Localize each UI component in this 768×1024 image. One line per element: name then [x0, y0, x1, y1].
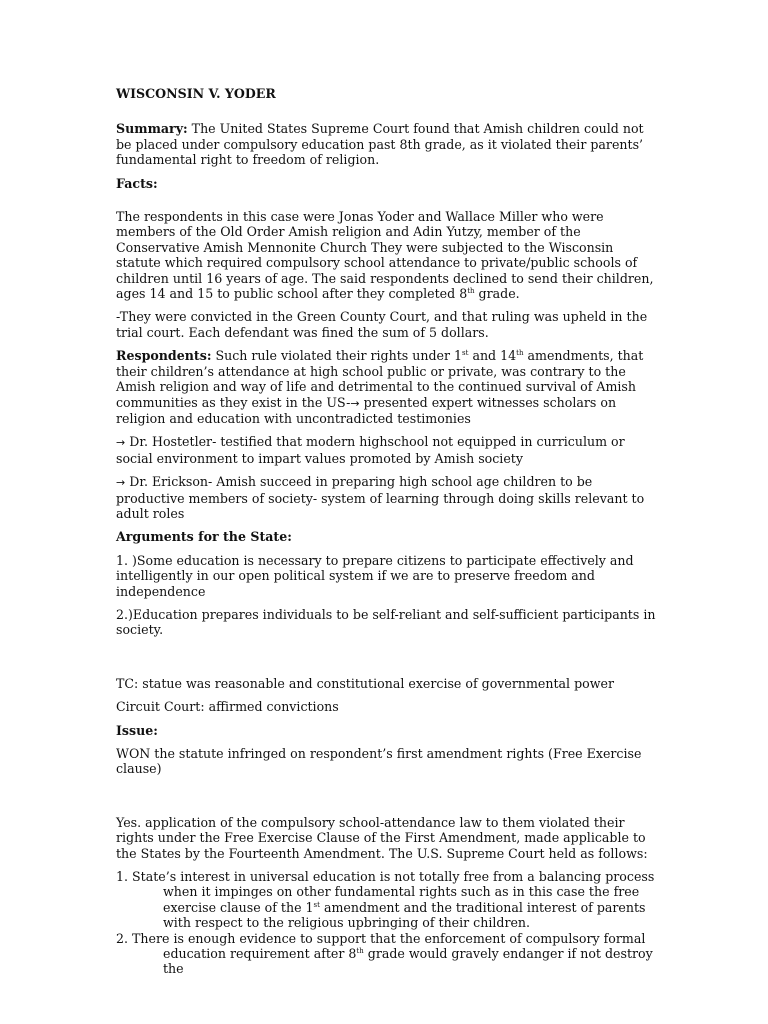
respondents-paragraph: [116, 348, 656, 426]
summary-text: The United States Supreme Court found that Amish children could not be placed under compulsory education past 8th grade, as it violated their parents’ fundamental right to freedom of religion.: [116, 121, 644, 168]
holding-2-sup: th: [356, 946, 364, 955]
respondents-sup-1: st: [462, 349, 469, 358]
summary-label: Summary:: [116, 121, 188, 137]
arrow-icon: →: [350, 396, 360, 410]
facts-heading: Facts:: [116, 175, 158, 191]
facts-text-end: grade.: [474, 286, 520, 302]
holding-1-sup: st: [313, 900, 320, 909]
arrow-icon: →: [116, 476, 126, 490]
issue-paragraph: WON the statute infringed on respondent’s first amendment rights (Free Exercise clause): [116, 746, 642, 777]
facts-paragraph: [116, 209, 656, 301]
holding-item-1: [116, 869, 656, 931]
document-body: [116, 86, 656, 977]
hostetler-paragraph: [116, 434, 656, 466]
respondents-text-2: and 14: [468, 348, 517, 364]
respondents-text-3: amendments, that their children’s attendance at high school public or private, was contrary to the Amish religion and way of life and detrimental to the continued survival of Amish communities as they exist in the US-: [116, 348, 644, 410]
arguments-heading: Arguments for the State:: [116, 529, 292, 545]
holding-1-text: 1. State’s interest in universal education is not totally free from a balancing process when it impinges on other fundamental rights such as in this case the free exercise clause of the 1: [116, 869, 655, 915]
holding-2-text: 2. There is enough evidence to support that the enforcement of compulsory formal education requirement after 8: [116, 930, 646, 962]
respondents-label: Respondents:: [116, 348, 212, 364]
facts-text: The respondents in this case were Jonas Yoder and Wallace Miller who were members of the Old Order Amish religion and Adin Yutzy, member of the Conservative Amish Mennonite Church They were subjected to the Wisconsin statute which required compulsory school attendance to private/public schools of children until 16 years of age. The said respondents declined to send their children, ages 14 and 15 to public school after they completed 8: [116, 209, 654, 302]
erickson-paragraph: [116, 474, 656, 521]
held-paragraph: Yes. application of the compulsory school-attendance law to them violated their rights under the Free Exercise Clause of the First Amendment, made applicable to the States by the Fourteenth Amendment. The U.S. Supreme Court held as follows:: [116, 814, 648, 861]
argument-item-2: 2.)Education prepares individuals to be self-reliant and self-sufficient participants in society.: [116, 606, 656, 638]
holdings-list: [116, 869, 656, 977]
respondents-sup-2: th: [516, 349, 524, 358]
facts-superscript: th: [467, 286, 475, 295]
issue-heading: Issue:: [116, 722, 158, 738]
document-title: WISCONSIN V. YODER: [116, 86, 276, 101]
respondents-text-4: presented expert witnesses scholars on religion and education with uncontradicted testimonies: [116, 394, 617, 426]
arrow-icon: →: [116, 436, 126, 450]
holding-1-text-end: amendment and the traditional interest of parents with respect to the religious upbringing of their children.: [163, 899, 646, 931]
summary-paragraph: [116, 121, 656, 167]
erickson-text: Dr. Erickson- Amish succeed in preparing high school age children to be productive members of society- system of learning through doing skills relevant to adult roles: [116, 474, 645, 521]
circuit-paragraph: Circuit Court: affirmed convictions: [116, 699, 339, 715]
argument-item-1: 1. )Some education is necessary to prepare citizens to participate effectively and intelligently in our open political system if we are to preserve freedom and independence: [116, 552, 634, 599]
tc-paragraph: TC: statue was reasonable and constitutional exercise of governmental power: [116, 675, 614, 691]
respondents-text-1: Such rule violated their rights under 1: [211, 348, 463, 364]
conviction-paragraph: -They were convicted in the Green County Court, and that ruling was upheld in the trial court. Each defendant was fined the sum of 5 dollars.: [116, 309, 648, 340]
holding-item-2: [116, 931, 656, 977]
holding-2-text-end: grade would gravely endanger if not destroy the: [163, 946, 653, 977]
hostetler-text: Dr. Hostetler- testified that modern highschool not equipped in curriculum or social environment to impart values promoted by Amish society: [116, 434, 625, 466]
